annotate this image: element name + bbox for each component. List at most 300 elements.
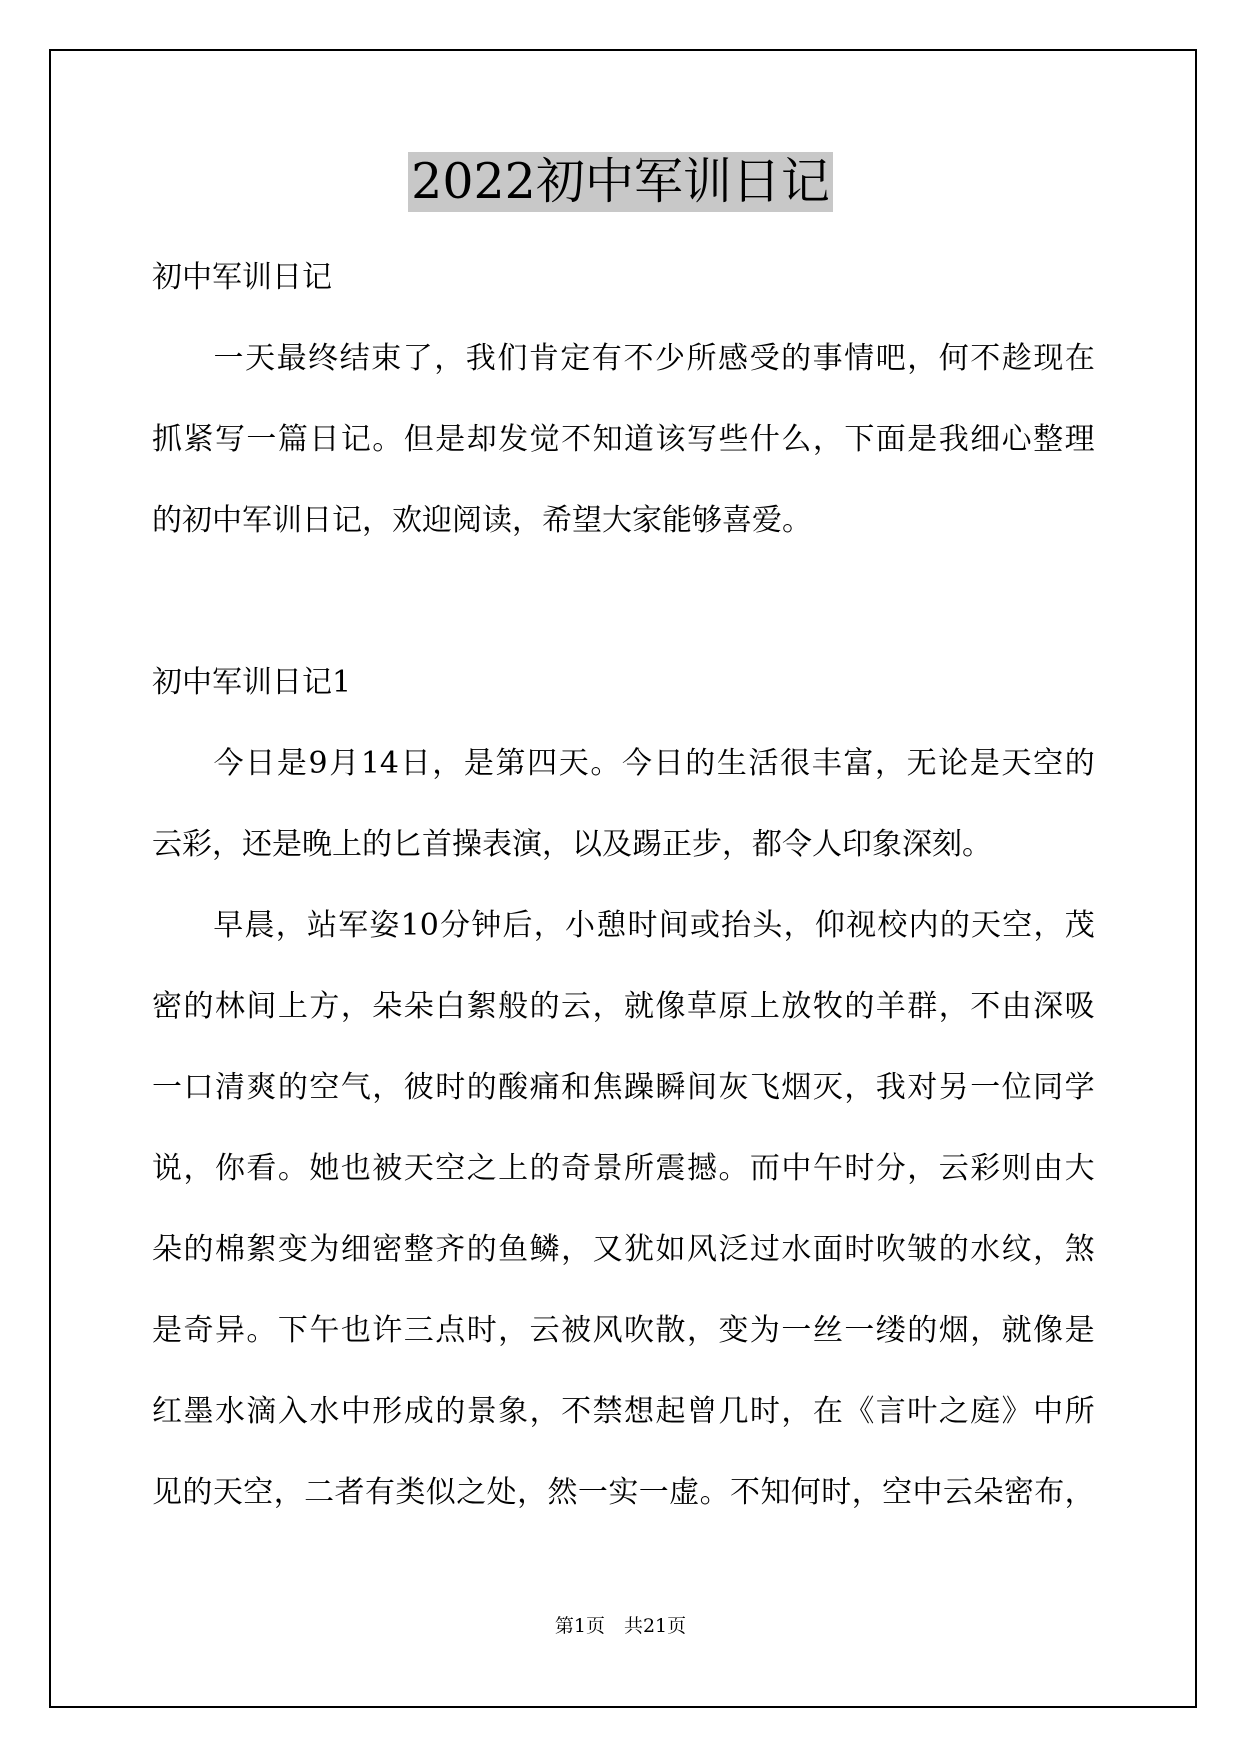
glyph: ， <box>533 908 564 943</box>
glyph: 面 <box>812 1232 843 1267</box>
glyph: 紧 <box>183 422 214 457</box>
glyph: 白 <box>435 989 466 1024</box>
glyph: 间 <box>246 989 277 1024</box>
glyph: 。 <box>699 1475 730 1510</box>
glyph: 空 <box>882 1475 913 1510</box>
glyph: 时 <box>627 908 658 943</box>
glyph: 中 <box>912 1475 943 1510</box>
glyph: 时 <box>435 1070 466 1105</box>
glyph: ， <box>432 746 463 781</box>
glyph: 躁 <box>624 1070 655 1105</box>
glyph: 内 <box>908 908 939 943</box>
glyph: 所 <box>1064 1394 1095 1429</box>
glyph: 她 <box>309 1151 340 1186</box>
glyph: 密 <box>1003 1475 1034 1510</box>
glyph: 对 <box>907 1070 938 1105</box>
glyph: 像 <box>655 989 686 1024</box>
glyph: 云 <box>938 1151 969 1186</box>
glyph: 水 <box>970 1232 1001 1267</box>
glyph: 被 <box>561 1313 592 1348</box>
glyph: 由 <box>1001 989 1032 1024</box>
glyph: 之 <box>938 1394 969 1429</box>
glyph: 泛 <box>718 1232 749 1267</box>
glyph: ， <box>592 989 623 1024</box>
glyph: 见 <box>152 1475 182 1510</box>
blank-line <box>152 584 1095 665</box>
glyph: 水 <box>214 1394 245 1429</box>
glyph: 棉 <box>214 1232 245 1267</box>
glyph: 为 <box>309 1232 340 1267</box>
glyph: 的 <box>435 1394 466 1429</box>
glyph: 不 <box>970 989 1001 1024</box>
glyph: 是 <box>152 1313 182 1348</box>
glyph: 震 <box>655 1151 686 1186</box>
intro-line <box>152 341 1095 422</box>
glyph: 了 <box>402 341 433 376</box>
glyph: 姿 <box>369 908 400 943</box>
glyph: 日 <box>309 422 340 457</box>
glyph: 处 <box>486 1475 517 1510</box>
glyph: 论 <box>938 746 969 781</box>
glyph: 吸 <box>1064 989 1095 1024</box>
glyph: 不 <box>623 341 654 376</box>
glyph: 9 <box>308 746 328 781</box>
glyph: 飞 <box>749 1070 780 1105</box>
glyph: 实 <box>608 1475 639 1510</box>
glyph: ， <box>781 1394 812 1429</box>
paragraph-line <box>152 1232 1095 1313</box>
glyph: ， <box>1033 1232 1064 1267</box>
glyph: 后 <box>502 908 533 943</box>
glyph: 则 <box>1001 1151 1032 1186</box>
glyph: 之 <box>456 1475 487 1510</box>
glyph: 叶 <box>907 1394 938 1429</box>
glyph: 瞬 <box>655 1070 686 1105</box>
glyph: ， <box>970 1313 1001 1348</box>
glyph: 。 <box>590 746 621 781</box>
glyph: 的 <box>277 1070 308 1105</box>
glyph: 现 <box>1033 341 1064 376</box>
glyph: 茂 <box>1064 908 1095 943</box>
glyph: ， <box>938 989 969 1024</box>
intro-line: 的初中军训日记，欢迎阅读，希望大家能够喜爱。 <box>152 503 812 538</box>
glyph: 活 <box>748 746 779 781</box>
glyph: 分 <box>875 1151 906 1186</box>
glyph: ， <box>372 1070 403 1105</box>
glyph: 不 <box>561 422 592 457</box>
glyph: 就 <box>624 989 655 1024</box>
glyph: 林 <box>214 989 245 1024</box>
glyph: 庭 <box>970 1394 1001 1429</box>
glyph: 很 <box>780 746 811 781</box>
glyph: 过 <box>749 1232 780 1267</box>
glyph: 一 <box>970 1070 1001 1105</box>
glyph: 入 <box>277 1394 308 1429</box>
glyph: 中 <box>340 1394 371 1429</box>
glyph: ， <box>1064 1475 1095 1510</box>
glyph: 云 <box>561 989 592 1024</box>
glyph: 下 <box>277 1313 308 1348</box>
glyph: 而 <box>749 1151 780 1186</box>
glyph: ， <box>907 1151 938 1186</box>
glyph: 像 <box>1033 1313 1064 1348</box>
glyph: 仰 <box>814 908 845 943</box>
glyph: 另 <box>938 1070 969 1105</box>
glyph: 是 <box>435 422 466 457</box>
glyph: 纹 <box>1001 1232 1032 1267</box>
glyph: 水 <box>781 1232 812 1267</box>
intro-line <box>152 422 1095 503</box>
glyph: 篇 <box>277 422 308 457</box>
glyph: 虚 <box>669 1475 700 1510</box>
glyph: 束 <box>371 341 402 376</box>
glyph: 却 <box>466 422 497 457</box>
glyph: 气 <box>340 1070 371 1105</box>
glyph: 天 <box>212 1475 243 1510</box>
glyph: 写 <box>686 422 717 457</box>
glyph: 趁 <box>1001 341 1032 376</box>
glyph: 羊 <box>875 989 906 1024</box>
glyph: 《 <box>844 1394 875 1429</box>
paragraph-line <box>152 989 1095 1070</box>
glyph: 分 <box>440 908 471 943</box>
glyph: 时 <box>466 1313 497 1348</box>
glyph: 细 <box>970 422 1001 457</box>
glyph: 想 <box>624 1394 655 1429</box>
glyph: 站 <box>306 908 337 943</box>
glyph: 红 <box>152 1394 182 1429</box>
glyph: 的 <box>907 1313 938 1348</box>
glyph: 灭 <box>812 1070 843 1105</box>
glyph: 由 <box>1033 1151 1064 1186</box>
glyph: 10 <box>400 908 439 943</box>
glyph: 受 <box>749 341 780 376</box>
glyph: 是 <box>907 422 938 457</box>
glyph: ， <box>517 1475 548 1510</box>
glyph: 言 <box>875 1394 906 1429</box>
glyph: 14 <box>360 746 400 781</box>
glyph <box>152 746 212 827</box>
paragraph-line: 云彩，还是晚上的匕首操表演，以及踢正步，都令人印象深刻。 <box>152 827 992 862</box>
glyph: 彼 <box>403 1070 434 1105</box>
glyph: ， <box>812 422 843 457</box>
glyph: 二 <box>304 1475 335 1510</box>
glyph: 么 <box>781 422 812 457</box>
glyph: 成 <box>403 1394 434 1429</box>
glyph: 憩 <box>596 908 627 943</box>
glyph: 时 <box>749 1394 780 1429</box>
glyph: 滴 <box>246 1394 277 1429</box>
glyph: 上 <box>498 1151 529 1186</box>
glyph: 日 <box>653 746 684 781</box>
glyph: 原 <box>718 989 749 1024</box>
glyph: 又 <box>592 1232 623 1267</box>
glyph: ， <box>561 1232 592 1267</box>
glyph: 面 <box>875 422 906 457</box>
glyph: 丰 <box>811 746 842 781</box>
glyph: 晨 <box>244 908 275 943</box>
paragraph-line <box>152 1475 1095 1556</box>
document-body <box>152 260 1095 1556</box>
glyph: 烟 <box>781 1070 812 1105</box>
glyph: 感 <box>718 341 749 376</box>
glyph: 该 <box>655 422 686 457</box>
glyph: 是 <box>463 746 494 781</box>
glyph: 些 <box>718 422 749 457</box>
glyph: ， <box>907 341 938 376</box>
glyph: 细 <box>340 1232 371 1267</box>
glyph: 日 <box>245 746 276 781</box>
glyph: 知 <box>592 422 623 457</box>
page-number: 第1页 共21页 <box>554 1615 687 1637</box>
glyph <box>152 341 212 422</box>
glyph: 我 <box>875 1070 906 1105</box>
document-title: 2022初中军训日记 <box>408 152 833 212</box>
glyph: 的 <box>685 746 716 781</box>
glyph: 。 <box>277 1151 308 1186</box>
glyph: 一 <box>638 1475 669 1510</box>
glyph: 少 <box>654 341 685 376</box>
glyph: ， <box>275 908 306 943</box>
glyph: 军 <box>338 908 369 943</box>
glyph: 无 <box>906 746 937 781</box>
glyph: 今 <box>213 746 244 781</box>
glyph: 几 <box>718 1394 749 1429</box>
glyph: 说 <box>152 1151 182 1186</box>
glyph: 何 <box>790 1475 821 1510</box>
glyph: 空 <box>1033 746 1064 781</box>
glyph: 散 <box>655 1313 686 1348</box>
glyph: 点 <box>435 1313 466 1348</box>
glyph: 被 <box>372 1151 403 1186</box>
glyph: 上 <box>277 989 308 1024</box>
glyph: 朵 <box>973 1475 1004 1510</box>
glyph: 何 <box>938 341 969 376</box>
glyph: 什 <box>749 422 780 457</box>
glyph: 在 <box>1064 341 1095 376</box>
glyph: ， <box>434 341 465 376</box>
glyph: 情 <box>844 341 875 376</box>
glyph: 煞 <box>1064 1232 1095 1267</box>
glyph: 的 <box>529 989 560 1024</box>
glyph: 景 <box>592 1151 623 1186</box>
glyph: 密 <box>372 1232 403 1267</box>
glyph: 天 <box>971 908 1002 943</box>
glyph: 是 <box>969 746 1000 781</box>
glyph: 所 <box>624 1151 655 1186</box>
glyph: 变 <box>277 1232 308 1267</box>
glyph: 布 <box>1034 1475 1065 1510</box>
glyph: 头 <box>752 908 783 943</box>
glyph: 校 <box>877 908 908 943</box>
glyph: 四 <box>527 746 558 781</box>
glyph: 禁 <box>592 1394 623 1429</box>
glyph: 所 <box>686 341 717 376</box>
glyph: 似 <box>425 1475 456 1510</box>
glyph: 口 <box>183 1070 214 1105</box>
glyph: 烟 <box>938 1313 969 1348</box>
paragraph-line <box>152 908 1095 989</box>
glyph: 吹 <box>875 1232 906 1267</box>
glyph: 视 <box>846 908 877 943</box>
glyph: 然 <box>547 1475 578 1510</box>
glyph: 灰 <box>718 1070 749 1105</box>
glyph: 者 <box>334 1475 365 1510</box>
glyph: 午 <box>812 1151 843 1186</box>
glyph: 的 <box>781 341 812 376</box>
glyph: 但 <box>403 422 434 457</box>
glyph: 牧 <box>812 989 843 1024</box>
paragraph-line <box>152 1394 1095 1475</box>
glyph: 理 <box>1064 422 1095 457</box>
glyph: 心 <box>1001 422 1032 457</box>
glyph: 的 <box>1064 746 1095 781</box>
glyph: ， <box>686 1313 717 1348</box>
glyph: 清 <box>214 1070 245 1105</box>
glyph: 之 <box>466 1151 497 1186</box>
glyph: ， <box>529 1394 560 1429</box>
paragraph-line <box>152 1070 1095 1151</box>
glyph: 不 <box>970 341 1001 376</box>
glyph: 深 <box>1033 989 1064 1024</box>
glyph: 方 <box>309 989 340 1024</box>
glyph: 下 <box>844 422 875 457</box>
glyph: 三 <box>403 1313 434 1348</box>
glyph: 般 <box>498 989 529 1024</box>
glyph: ， <box>783 908 814 943</box>
glyph: ， <box>851 1475 882 1510</box>
glyph: 和 <box>561 1070 592 1105</box>
glyph: 形 <box>372 1394 403 1429</box>
glyph: 吧 <box>875 341 906 376</box>
glyph: 墨 <box>183 1394 214 1429</box>
glyph <box>152 908 212 989</box>
glyph: 天 <box>403 1151 434 1186</box>
glyph: 不 <box>730 1475 761 1510</box>
section-heading: 初中军训日记1 <box>152 665 352 700</box>
glyph: 》 <box>1001 1394 1032 1429</box>
glyph: 不 <box>561 1394 592 1429</box>
glyph: 群 <box>907 989 938 1024</box>
glyph: ， <box>1033 908 1064 943</box>
glyph: 富 <box>843 746 874 781</box>
glyph: 吹 <box>624 1313 655 1348</box>
glyph: 的 <box>183 1232 214 1267</box>
glyph: 皱 <box>907 1232 938 1267</box>
glyph: 知 <box>760 1475 791 1510</box>
glyph: 痛 <box>529 1070 560 1105</box>
glyph: 如 <box>655 1232 686 1267</box>
glyph: 一 <box>152 1070 182 1105</box>
paragraph-line <box>152 1313 1095 1394</box>
glyph: 抬 <box>721 908 752 943</box>
glyph: 云 <box>942 1475 973 1510</box>
glyph: 中 <box>781 1151 812 1186</box>
glyph: 也 <box>340 1151 371 1186</box>
glyph: 。 <box>246 1313 277 1348</box>
glyph: 朵 <box>372 989 403 1024</box>
glyph: 奇 <box>183 1313 214 1348</box>
glyph: 酸 <box>498 1070 529 1105</box>
page-footer <box>0 1614 1241 1638</box>
glyph: 一 <box>844 1313 875 1348</box>
glyph: 齐 <box>435 1232 466 1267</box>
glyph: 定 <box>560 341 591 376</box>
glyph: 云 <box>529 1313 560 1348</box>
glyph: 撼 <box>686 1151 717 1186</box>
glyph: 中 <box>1033 1394 1064 1429</box>
glyph: 道 <box>624 422 655 457</box>
glyph: 结 <box>339 341 370 376</box>
glyph: 异 <box>214 1313 245 1348</box>
paragraph-line <box>152 1151 1095 1232</box>
glyph: 看 <box>246 1151 277 1186</box>
glyph: 钟 <box>471 908 502 943</box>
glyph: 也 <box>340 1313 371 1348</box>
glyph: 时 <box>844 1151 875 1186</box>
glyph: 上 <box>749 989 780 1024</box>
glyph: 的 <box>182 1475 213 1510</box>
glyph: 草 <box>686 989 717 1024</box>
glyph: 起 <box>655 1394 686 1429</box>
glyph: 第 <box>495 746 526 781</box>
glyph: ， <box>498 1313 529 1348</box>
glyph: 日 <box>400 746 431 781</box>
glyph: 景 <box>466 1394 497 1429</box>
glyph: ， <box>273 1475 304 1510</box>
glyph: 是 <box>276 746 307 781</box>
glyph: 的 <box>938 1232 969 1267</box>
glyph: 。 <box>718 1151 749 1186</box>
glyph: 爽 <box>246 1070 277 1105</box>
glyph: 风 <box>686 1232 717 1267</box>
glyph: 的 <box>844 989 875 1024</box>
glyph: 整 <box>1033 422 1064 457</box>
glyph: 彩 <box>970 1151 1001 1186</box>
glyph: 类 <box>395 1475 426 1510</box>
glyph: 同 <box>1033 1070 1064 1105</box>
glyph: 缕 <box>875 1313 906 1348</box>
glyph: 象 <box>498 1394 529 1429</box>
glyph: 记 <box>340 422 371 457</box>
glyph: 丝 <box>812 1313 843 1348</box>
glyph: 早 <box>213 908 244 943</box>
glyph: 抓 <box>152 422 182 457</box>
glyph: 有 <box>364 1475 395 1510</box>
glyph: 学 <box>1064 1070 1095 1105</box>
glyph: 我 <box>938 422 969 457</box>
glyph: 鳞 <box>529 1232 560 1267</box>
glyph: ， <box>340 989 371 1024</box>
glyph: 时 <box>821 1475 852 1510</box>
glyph: 终 <box>308 341 339 376</box>
glyph: 曾 <box>686 1394 717 1429</box>
glyph: 或 <box>689 908 720 943</box>
glyph: 午 <box>309 1313 340 1348</box>
glyph: 絮 <box>246 1232 277 1267</box>
glyph: 小 <box>565 908 595 943</box>
glyph: 朵 <box>152 1232 182 1267</box>
glyph: 们 <box>497 341 528 376</box>
paragraph-line <box>152 746 1095 827</box>
glyph: 风 <box>592 1313 623 1348</box>
glyph: 变 <box>718 1313 749 1348</box>
subtitle: 初中军训日记 <box>152 260 332 295</box>
glyph: 最 <box>276 341 307 376</box>
glyph: 月 <box>329 746 360 781</box>
glyph: 觉 <box>529 422 560 457</box>
glyph: 写 <box>214 422 245 457</box>
